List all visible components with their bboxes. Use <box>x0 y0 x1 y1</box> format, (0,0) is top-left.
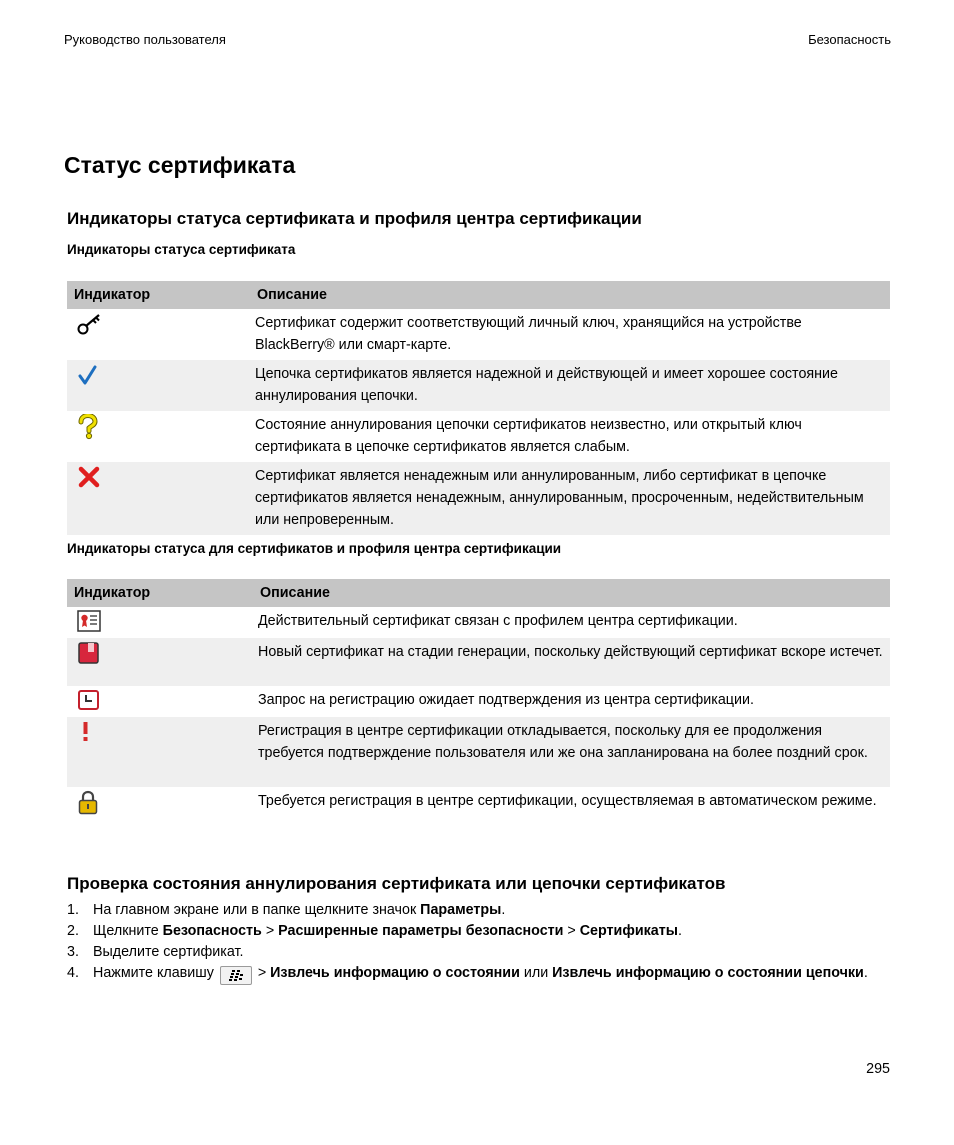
row-description: Цепочка сертификатов является надежной и действующей и имеет хорошее состояние аннулирования цепочки. <box>250 360 890 411</box>
exclamation-icon <box>77 720 253 744</box>
table-row <box>67 686 890 717</box>
certificate-profile-status-table <box>67 579 890 835</box>
advanced-security-label: Расширенные параметры безопасности <box>278 923 564 939</box>
steps-list <box>67 900 897 985</box>
list-item: 2. Щелкните Безопасность > Расширенные параметры безопасности > Сертификаты. <box>67 923 682 939</box>
options-label: Параметры <box>420 902 502 918</box>
table-row <box>67 717 890 787</box>
row-description: Требуется регистрация в центре сертификации, осуществляемая в автоматическом режиме. <box>258 793 877 809</box>
red-x-icon <box>77 465 250 489</box>
get-status-label: Извлечь информацию о состоянии <box>270 965 520 981</box>
row-description: Запрос на регистрацию ожидает подтверждения из центра сертификации. <box>258 692 754 708</box>
certificates-label: Сертификаты <box>579 923 678 939</box>
new-certificate-icon <box>77 641 253 665</box>
row-description: Сертификат является ненадежным или аннулированным, либо сертификат в цепочке сертификатов является ненадежным, аннулированным, просроченным, недействительным или непроверенным. <box>250 462 890 535</box>
table-row <box>67 462 890 535</box>
table-row <box>67 411 890 462</box>
table-row <box>67 360 890 411</box>
question-mark-icon <box>77 414 250 440</box>
list-item: 4. Нажмите клавишу > Извлечь информацию о состоянии или Извлечь информацию о состоянии цепочки. <box>67 963 897 985</box>
page-title: Статус сертификата <box>64 152 296 178</box>
table-row <box>67 607 890 638</box>
lock-icon <box>77 790 253 816</box>
checkmark-icon <box>77 363 250 387</box>
list-item: 1. На главном экране или в папке щелкните значок Параметры. <box>67 902 506 918</box>
table-header-row <box>67 579 890 607</box>
blackberry-menu-key-icon <box>220 966 252 985</box>
table-header-row <box>67 281 890 309</box>
column-header-indicator: Индикатор <box>67 579 253 607</box>
get-chain-status-label: Извлечь информацию о состоянии цепочки <box>552 965 864 981</box>
table-row <box>67 787 890 835</box>
row-description: Сертификат содержит соответствующий личный ключ, хранящийся на устройстве BlackBerry® или смарт-карте. <box>255 315 802 353</box>
running-header-left: Руководство пользователя <box>64 32 226 47</box>
column-header-indicator: Индикатор <box>67 281 250 309</box>
certificate-icon <box>77 610 253 632</box>
running-header-right: Безопасность <box>808 32 891 47</box>
certificate-status-table <box>67 281 890 535</box>
section-heading-indicators: Индикаторы статуса сертификата и профиля центра сертификации <box>67 209 642 228</box>
row-description: Действительный сертификат связан с профилем центра сертификации. <box>258 613 738 629</box>
row-description: Новый сертификат на стадии генерации, поскольку действующий сертификат вскоре истечет. <box>253 638 890 686</box>
column-header-description: Описание <box>253 579 890 607</box>
row-description: Состояние аннулирования цепочки сертификатов неизвестно, или открытый ключ сертификата в цепочке сертификатов является слабым. <box>255 417 802 455</box>
page-number: 295 <box>866 1061 890 1077</box>
table2-caption: Индикаторы статуса для сертификатов и профиля центра сертификации <box>67 541 562 556</box>
table1-caption: Индикаторы статуса сертификата <box>67 242 296 257</box>
list-item: 3. Выделите сертификат. <box>67 944 244 960</box>
security-label: Безопасность <box>162 923 262 939</box>
row-description: Регистрация в центре сертификации откладывается, поскольку для ее продолжения требуется подтверждение пользователя или же она запланирована на более поздний срок. <box>253 717 890 787</box>
key-icon <box>77 312 250 336</box>
table-row <box>67 638 890 686</box>
column-header-description: Описание <box>250 281 890 309</box>
table-row <box>67 309 890 360</box>
section-heading-revocation-check: Проверка состояния аннулирования сертификата или цепочки сертификатов <box>67 874 726 893</box>
clock-icon <box>77 689 253 711</box>
